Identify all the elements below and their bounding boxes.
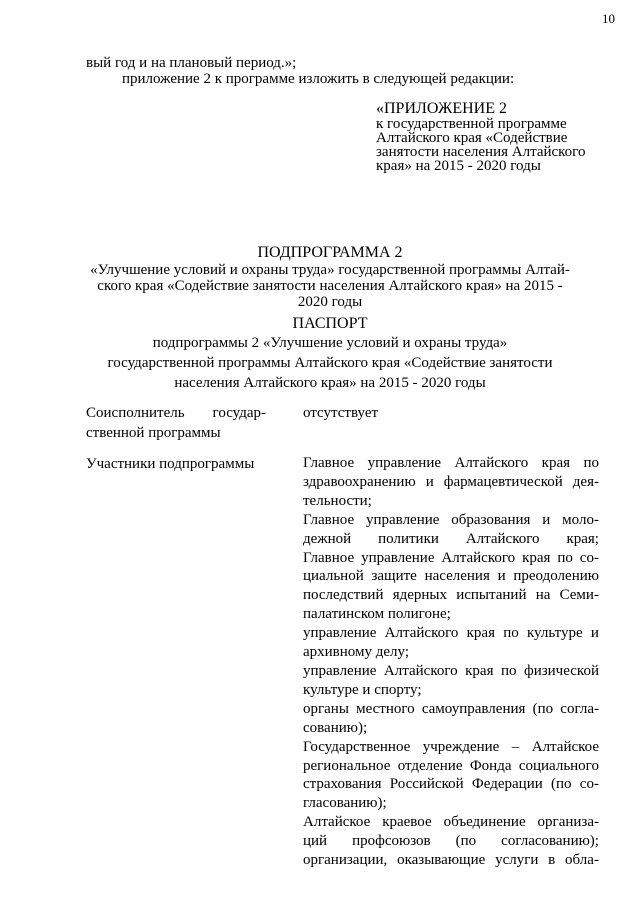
page-number: 10 — [602, 11, 615, 26]
subprogram-line: ского края «Содействие занятости населения Алтайского края» на 2015 - — [97, 278, 563, 294]
co-executor-value: отсутствует — [303, 405, 379, 421]
appendix-line: занятости населения Алтайского — [376, 144, 586, 160]
participant-line: тельности; — [303, 492, 372, 509]
row-participants-value — [303, 454, 599, 870]
participant-line: организации, оказывающие услуги в обла- — [303, 852, 599, 869]
participant-line: ций профсоюзов (по согласованию); — [303, 833, 599, 850]
participant-line: дежной политики Алтайского края; — [303, 530, 599, 547]
appendix-line: к государственной программе — [376, 116, 567, 132]
participant-line: органы местного самоуправления (по согла- — [303, 700, 599, 717]
passport-heading — [60, 316, 600, 332]
participant-line: последствий ядерных испытаний на Семи- — [303, 587, 599, 604]
passport-line: подпрограммы 2 «Улучшение условий и охраны труда» — [152, 335, 508, 351]
appendix-line: края» на 2015 - 2020 годы — [376, 158, 541, 174]
participant-line: циальной защите населения и преодолению — [303, 568, 599, 585]
participant-line: здравоохранению и фармацевтической дея- — [303, 473, 599, 490]
co-executor-line-2: ственной программы — [86, 425, 221, 441]
passport-line: населения Алтайского края» на 2015 - 2020 годы — [174, 375, 486, 391]
passport-title: ПАСПОРТ — [292, 315, 368, 332]
participant-line: Главное управление образования и моло- — [303, 511, 599, 528]
participant-line: Государственное учреждение – Алтайское — [303, 738, 599, 755]
passport-subtitle — [60, 333, 600, 393]
subprogram-title: ПОДПРОГРАММА 2 — [257, 244, 403, 261]
participant-line: культуре и спорту; — [303, 681, 422, 698]
participant-line: Главное управление Алтайского края по со- — [303, 549, 599, 566]
participants-label: Участники подпрограммы — [86, 456, 255, 472]
participant-line: управление Алтайского края по физической — [303, 662, 599, 679]
row-co-executor-value — [303, 403, 599, 423]
subprogram-heading — [60, 245, 600, 261]
participant-line: Главное управление Алтайского края по — [303, 455, 599, 471]
participant-line: архивному делу; — [303, 644, 409, 661]
participant-line: гласованию); — [303, 795, 387, 812]
participant-line: страхования Российской Федерации (по со- — [303, 776, 599, 793]
appendix-title: «ПРИЛОЖЕНИЕ 2 — [376, 100, 508, 117]
co-executor-word-2: государ- — [212, 405, 266, 421]
participant-line: Алтайское краевое объединение организа- — [303, 814, 599, 831]
row-participants-label — [86, 454, 268, 474]
participant-line: сованию); — [303, 719, 368, 736]
participant-line: палатинском полигоне; — [303, 606, 451, 623]
appendix-line: Алтайского края «Содействие — [376, 130, 568, 146]
participant-line: управление Алтайского края по культуре и — [303, 625, 599, 642]
intro-line-2: приложение 2 к программе изложить в следующей редакции: — [122, 71, 515, 87]
passport-line: государственной программы Алтайского края «Содействие занятости — [107, 355, 553, 371]
co-executor-word-1: Соисполнитель — [86, 405, 185, 421]
subprogram-subtitle — [60, 262, 600, 310]
participant-line: региональное отделение Фонда социального — [303, 757, 599, 774]
row-co-executor-label — [86, 403, 268, 443]
subprogram-line: 2020 годы — [297, 294, 363, 310]
intro-line-1: вый год и на плановый период.»; — [86, 55, 297, 71]
appendix-block — [376, 100, 585, 173]
subprogram-line: «Улучшение условий и охраны труда» государственной программы Алтай- — [90, 262, 570, 278]
